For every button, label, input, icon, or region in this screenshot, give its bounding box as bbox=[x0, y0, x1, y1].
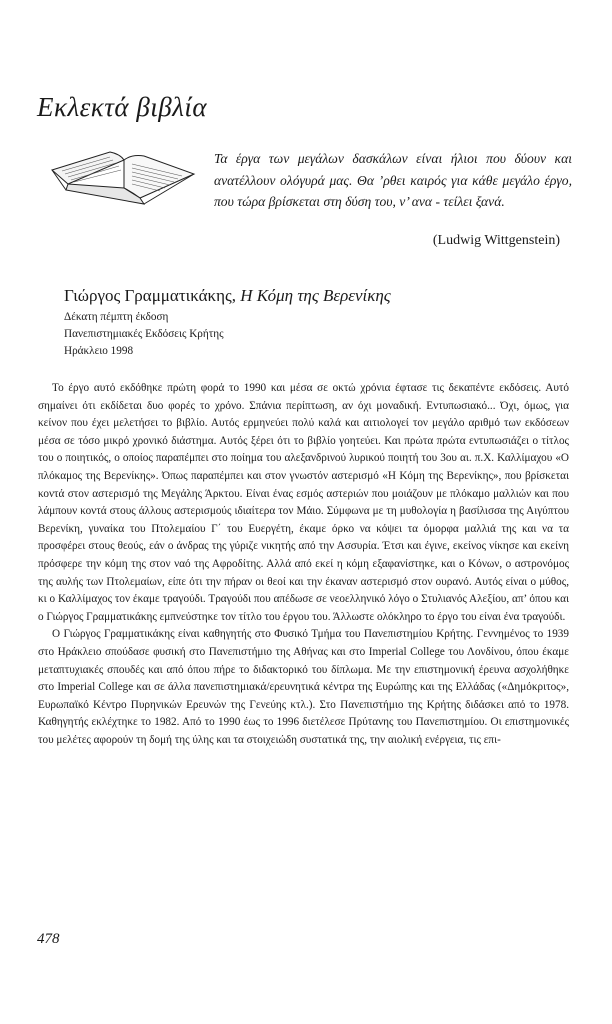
book-author: Γιώργος Γραμματικάκης, bbox=[64, 286, 236, 305]
book-heading bbox=[64, 286, 391, 306]
book-publisher: Πανεπιστημιακές Εκδόσεις Κρήτης bbox=[64, 327, 224, 340]
epigraph-text: Τα έργα των μεγάλων δασκάλων είναι ήλιοι που δύουν και ανατέλλουν ολόγυρά μας. Θα ’ρθει καιρός για κάθε μεγάλο έργο, που τώρα βρίσκεται στη δύση του, ν’ ανα - τείλει ξανά. bbox=[214, 151, 572, 209]
book-place-year: Ηράκλειο 1998 bbox=[64, 344, 134, 357]
page-number: 478 bbox=[37, 931, 60, 947]
book-edition: Δέκατη πέμπτη έκδοση bbox=[64, 311, 169, 323]
epigraph-source: (Ludwig Wittgenstein) bbox=[432, 233, 560, 248]
paragraph: Το έργο αυτό εκδόθηκε πρώτη φορά το 1990 και μέσα σε οκτώ χρόνια έφτασε τις δεκαπέντε εκδόσεις. Αυτό σημαίνει ότι εκδίδεται δυο φορές το χρόνο. Σπάνια περίπτωση, αν όχι μοναδική. Εντυπωσιακό... Όχι, όμως, για κείνον που έχει μελετήσει το βιβλίο. Αυτός ερμηνεύει πολύ καλά και αιτιολογεί τον μεγάλο αριθμό των εκδόσεων μέσα σε τόσο μικρό χρονικό διάστημα. Αυτός ξέρει ότι το βιβλίο γοητεύει. Και πρώτα πρώτα εντυπωσιάζει ο τίτλος του ο ποιητικός, ο οποίος παραπέμπει στο ποίημα του αλεξανδρινού λυρικού ποιητή του 3ου αι. π.Χ. Καλλίμαχου «Ο πλόκαμος της Βερενίκης». Όπως παραπέμπει και στον γνωστόν αστερισμό «Η Κόμη της Βερενίκης», που βρίσκεται κοντά στον αστερισμό της Μεγάλης Άρκτου. Είναι ένας εσμός αστεριών που μοιάζουν με πλόκαμο μαλλιών και που λάμπουν κοντά στους άλλους αστερισμούς ιδιαίτερα τον Μάιο. Σύμφωνα με τη μυθολογία η βασίλισσα της Αιγύπτου Βερενίκη, γυναίκα του Πτολεμαίου Γ΄ του Ευεργέτη, έκαμε όρκο να κόψει τα όμορφα μαλλιά της και να τα προσφέρει στους θεούς, εάν ο άνδρας της γύριζε νικητής από την Ασσυρία. Έτσι και έγινε, εκείνος νίκησε και εκείνη πρόσφερε την κόμη της στον ναό της Αφροδίτης. Αλλά από εκεί η κόμη εξαφανίστηκε, και ο Κόνων, ο αστρονόμος της αυλής των Πτολεμαίων, είπε ότι την πήραν οι θεοί και την έκαναν αστερισμό στον ουρανό. Αυτός είναι ο μύθος, κι ο Καλλίμαχος τον έκαμε τραγούδι. Τραγούδι που απέδωσε σε νεοελληνικό λόγο ο Στυλιανός Αλεξίου, απ’ όπου και ο Γιώργος Γραμματικάκης εμπνεύστηκε τον τίτλο του έργου του. Άλλωστε ολόκληρο το έργο του είναι ένα τραγούδι. bbox=[38, 382, 569, 623]
section-title: Εκλεκτά βιβλία bbox=[37, 92, 208, 122]
epigraph bbox=[214, 148, 572, 213]
open-book-icon bbox=[48, 140, 198, 208]
book-details bbox=[64, 309, 224, 359]
paragraph: Ο Γιώργος Γραμματικάκης είναι καθηγητής στο Φυσικό Τμήμα του Πανεπιστημίου Κρήτης. Γεννημένος το 1939 στο Ηράκλειο σπούδασε φυσική στο Πανεπιστήμιο της Αθήνας και στο Imperial College του Λονδίνου, όπου έκαμε μεταπτυχιακές σπουδές και από όπου πήρε το διδακτορικό του δίπλωμα. Με την επιστημονική έρευνα ασχολήθηκε στο Imperial College και σε άλλα πανεπιστημιακά/ερευνητικά κέντρα της Ευρώπης και της Ελλάδας («Δημόκριτος», Ευρωπαϊκό Κέντρο Πυρηνικών Ερευνών της Γενεύης κτλ.). Στο Πανεπιστήμιο της Κρήτης διδάσκει από το 1978. Καθηγητής εκλέχτηκε το 1982. Από το 1990 έως το 1996 διετέλεσε Πρύτανης του Πανεπιστημίου. Οι επιστημονικές του μελέτες αφορούν τη δομή της ύλης και τα στοιχειώδη συστατικά της, την αιολική ενέργεια, τις επι- bbox=[38, 628, 569, 746]
book-title: Η Κόμη της Βερενίκης bbox=[240, 286, 391, 305]
review-body bbox=[38, 380, 569, 749]
